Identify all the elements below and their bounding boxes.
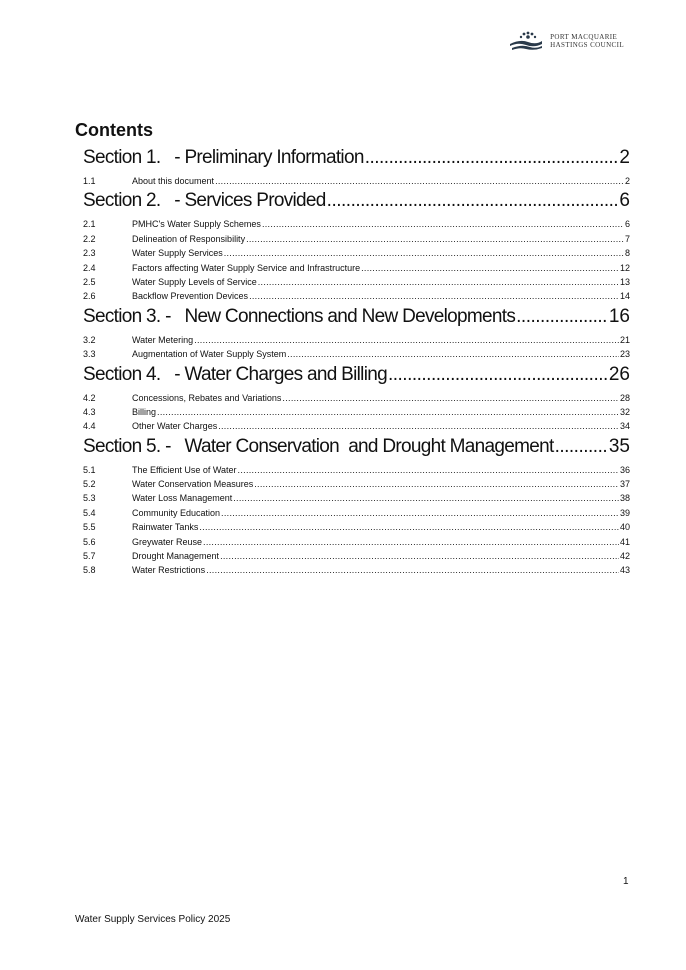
toc-entry[interactable] bbox=[83, 537, 630, 551]
council-logo bbox=[508, 31, 624, 51]
toc-entry-title: Community Education bbox=[132, 507, 221, 518]
toc-entry-title: PMHC's Water Supply Schemes bbox=[132, 219, 261, 230]
toc-entry-page: 8 bbox=[624, 248, 630, 259]
toc-entry-number: 4.2 bbox=[83, 392, 96, 403]
toc-entry[interactable] bbox=[83, 493, 630, 507]
toc-entry-page: 2 bbox=[624, 176, 630, 186]
toc-leader-dots bbox=[249, 291, 619, 301]
toc-entry-page: 12 bbox=[619, 262, 630, 273]
toc-entry-title: Drought Management bbox=[132, 551, 220, 562]
toc-entry-title: Delineation of Responsibility bbox=[132, 233, 246, 244]
logo-line-2: HASTINGS COUNCIL bbox=[550, 41, 624, 49]
toc-entry-number: 5.1 bbox=[83, 464, 96, 475]
toc-leader-dots bbox=[206, 565, 619, 575]
toc-entry[interactable] bbox=[83, 421, 630, 435]
toc-leader-dots bbox=[516, 306, 608, 328]
toc-entry-page: 40 bbox=[619, 522, 630, 533]
toc-entry-page: 7 bbox=[624, 233, 630, 244]
toc-section-page: 6 bbox=[619, 190, 630, 212]
toc-entry-number: 5.4 bbox=[83, 507, 96, 518]
toc-leader-dots bbox=[194, 335, 619, 345]
toc-leader-dots bbox=[218, 421, 619, 431]
toc-entry-number: 3.3 bbox=[83, 349, 96, 360]
toc-entry[interactable] bbox=[83, 234, 630, 248]
toc-leader-dots bbox=[555, 436, 608, 458]
toc-entry[interactable] bbox=[83, 263, 630, 277]
toc-leader-dots bbox=[203, 537, 619, 547]
toc-entry-number: 5.8 bbox=[83, 565, 96, 576]
page-title: Contents bbox=[75, 120, 153, 140]
council-logo-icon bbox=[508, 31, 544, 51]
toc-leader-dots bbox=[199, 522, 619, 532]
toc-entry-title: Billing bbox=[132, 406, 157, 417]
toc-entry[interactable] bbox=[83, 407, 630, 421]
toc-entry-title: About this document bbox=[132, 176, 215, 186]
toc-entry-number: 2.2 bbox=[83, 233, 96, 244]
toc-entry-title: Backflow Prevention Devices bbox=[132, 291, 249, 302]
toc-entry-page: 39 bbox=[619, 507, 630, 518]
toc-section-label: Section 3. - New Connections and New Developments bbox=[83, 305, 516, 327]
toc-entry-page: 32 bbox=[619, 406, 630, 417]
toc-entry-title: Water Supply Services bbox=[132, 248, 223, 259]
toc-entry-number: 2.3 bbox=[83, 248, 96, 259]
toc-entry-page: 41 bbox=[619, 536, 630, 547]
toc-entry-title: Water Loss Management bbox=[132, 493, 233, 504]
toc-section-entry[interactable] bbox=[83, 190, 630, 219]
toc-entry[interactable] bbox=[83, 176, 630, 190]
toc-entry-title: Rainwater Tanks bbox=[132, 522, 199, 533]
toc-entry-number: 5.5 bbox=[83, 522, 96, 533]
toc-leader-dots bbox=[246, 234, 624, 244]
toc-section-entry[interactable] bbox=[83, 306, 630, 335]
toc-entry-title: Concessions, Rebates and Variations bbox=[132, 392, 282, 403]
toc-entry[interactable] bbox=[83, 393, 630, 407]
toc-entry[interactable] bbox=[83, 522, 630, 536]
toc-leader-dots bbox=[220, 551, 619, 561]
toc-entry-number: 2.4 bbox=[83, 262, 96, 273]
toc-section-page: 26 bbox=[608, 363, 630, 385]
toc-leader-dots bbox=[287, 349, 619, 359]
toc-leader-dots bbox=[361, 263, 619, 273]
toc-section-label: Section 5. - Water Conservation and Drought Management bbox=[83, 435, 554, 457]
toc-section-label: Section 2. - Services Provided bbox=[83, 190, 326, 212]
toc-entry[interactable] bbox=[83, 291, 630, 305]
toc-entry-title: Water Supply Levels of Service bbox=[132, 276, 257, 287]
toc-section-entry[interactable] bbox=[83, 364, 630, 393]
toc-entry[interactable] bbox=[83, 349, 630, 363]
toc-leader-dots bbox=[215, 176, 624, 186]
toc-leader-dots bbox=[388, 364, 608, 386]
toc-entry-title: Water Restrictions bbox=[132, 565, 206, 576]
toc-entry-number: 2.5 bbox=[83, 276, 96, 287]
toc-entry-page: 38 bbox=[619, 493, 630, 504]
toc-leader-dots bbox=[327, 190, 619, 212]
toc-entry-number: 5.6 bbox=[83, 536, 96, 547]
toc-entry[interactable] bbox=[83, 248, 630, 262]
toc-entry[interactable] bbox=[83, 277, 630, 291]
toc-section-page: 2 bbox=[619, 147, 630, 168]
table-of-contents bbox=[83, 147, 630, 580]
toc-section-page: 35 bbox=[608, 435, 630, 457]
toc-entry-page: 42 bbox=[619, 551, 630, 562]
toc-entry-title: Factors affecting Water Supply Service and Infrastructure bbox=[132, 262, 361, 273]
toc-entry-number: 5.7 bbox=[83, 551, 96, 562]
toc-entry-title: The Efficient Use of Water bbox=[132, 464, 237, 475]
toc-leader-dots bbox=[258, 277, 619, 287]
toc-section-page: 16 bbox=[608, 305, 630, 327]
toc-leader-dots bbox=[224, 248, 624, 258]
toc-leader-dots bbox=[157, 407, 619, 417]
toc-entry-title: Augmentation of Water Supply System bbox=[132, 349, 287, 360]
toc-entry[interactable] bbox=[83, 465, 630, 479]
toc-entry-number: 5.3 bbox=[83, 493, 96, 504]
toc-entry-page: 43 bbox=[619, 565, 630, 576]
toc-entry-number: 4.3 bbox=[83, 406, 96, 417]
toc-leader-dots bbox=[233, 493, 619, 503]
toc-entry[interactable] bbox=[83, 479, 630, 493]
toc-entry-title: Greywater Reuse bbox=[132, 536, 203, 547]
toc-entry-number: 1.1 bbox=[83, 176, 96, 186]
toc-entry-page: 13 bbox=[619, 276, 630, 287]
toc-leader-dots bbox=[238, 465, 619, 475]
toc-leader-dots bbox=[254, 479, 619, 489]
toc-entry[interactable] bbox=[83, 508, 630, 522]
toc-entry-page: 21 bbox=[619, 334, 630, 345]
toc-section-entry[interactable] bbox=[83, 147, 630, 176]
toc-entry-page: 28 bbox=[619, 392, 630, 403]
toc-entry-number: 4.4 bbox=[83, 421, 96, 432]
toc-section-label: Section 4. - Water Charges and Billing bbox=[83, 363, 387, 385]
document-name: Water Supply Services Policy 2025 bbox=[75, 914, 231, 925]
toc-entry-number: 3.2 bbox=[83, 334, 96, 345]
toc-entry-title: Other Water Charges bbox=[132, 421, 218, 432]
toc-entry-page: 23 bbox=[619, 349, 630, 360]
toc-entry-number: 2.1 bbox=[83, 219, 96, 230]
toc-entry[interactable] bbox=[83, 335, 630, 349]
logo-line-1: PORT MACQUARIE bbox=[550, 33, 618, 41]
toc-entry[interactable] bbox=[83, 565, 630, 579]
toc-leader-dots bbox=[221, 508, 619, 518]
toc-entry-number: 2.6 bbox=[83, 291, 96, 302]
toc-entry-title: Water Metering bbox=[132, 334, 194, 345]
toc-entry-page: 6 bbox=[624, 219, 630, 230]
toc-leader-dots bbox=[262, 219, 624, 229]
toc-leader-dots bbox=[282, 393, 619, 403]
toc-entry-page: 37 bbox=[619, 479, 630, 490]
toc-entry-title: Water Conservation Measures bbox=[132, 479, 254, 490]
toc-leader-dots bbox=[365, 147, 619, 169]
toc-entry[interactable] bbox=[83, 551, 630, 565]
toc-entry-number: 5.2 bbox=[83, 479, 96, 490]
toc-entry-page: 34 bbox=[619, 421, 630, 432]
toc-section-label: Section 1. - Preliminary Information bbox=[83, 147, 364, 168]
toc-section-entry[interactable] bbox=[83, 436, 630, 465]
toc-entry-page: 14 bbox=[619, 291, 630, 302]
toc-entry[interactable] bbox=[83, 219, 630, 233]
toc-entry-page: 36 bbox=[619, 464, 630, 475]
page-number: 1 bbox=[623, 876, 629, 887]
